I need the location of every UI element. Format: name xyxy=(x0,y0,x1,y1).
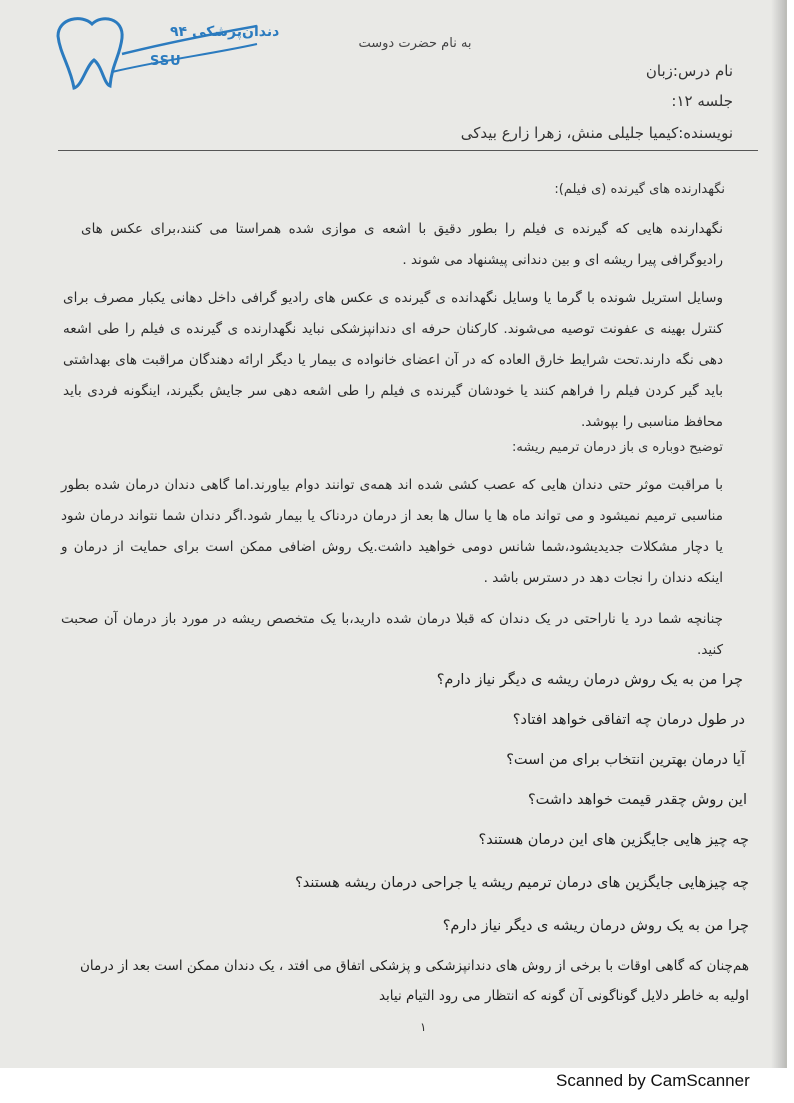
question-3: آیا درمان بهترین انتخاب برای من است؟ xyxy=(506,752,745,768)
holders-paragraph-1: نگهدارنده هایی که گیرنده ی فیلم را بطور دقیق با اشعه ی موازی شده همراستا می کنند،برای عکس های رادیوگرافی پیرا ریشه ای و بین دندانی پیشنهاد می شوند . xyxy=(81,221,723,268)
page-number: ۱ xyxy=(420,1020,427,1034)
session-number: جلسه ۱۲: xyxy=(671,92,733,110)
question-2: در طول درمان چه اتفاقی خواهد افتاد؟ xyxy=(512,712,745,728)
question-1: چرا من به یک روش درمان ریشه ی دیگر نیاز دارم؟ xyxy=(436,672,743,688)
question-4: این روش چقدر قیمت خواهد داشت؟ xyxy=(527,792,747,808)
section-heading-retreatment: توضیح دوباره ی باز درمان ترمیم ریشه: xyxy=(512,440,723,455)
question-5: چه چیز هایی جایگزین های این درمان هستند؟ xyxy=(478,832,749,848)
camscanner-watermark: Scanned by CamScanner xyxy=(556,1071,750,1090)
logo-abbr: SSU xyxy=(150,54,182,69)
page-heading: به نام حضرت دوست xyxy=(358,36,472,51)
retreatment-paragraph-1: با مراقبت موثر حتی دندان هایی که عصب کشی شده اند همه‌ی توانند دوام بیاورند.اما گاهی دندان درمان شده بطور مناسبی ترمیم نمیشود و می تواند ماه ها یا سال ها بعد از درمان دردناک یا بیمار شود.اگر دندان شما نتواند درمان شود یا دچار مشکلات جدیدیشود،شما شانس دومی خواهید داشت.یک روش اضافی ممکن است برای حمایت از درمان و اینکه دندان را نجات دهد در دسترس باشد . xyxy=(61,477,723,586)
logo xyxy=(52,14,280,94)
course-name: نام درس:زبان xyxy=(645,62,733,80)
closing-line-2: اولیه به خاطر دلایل گوناگونی آن گونه که انتظار می رود التیام نیابد xyxy=(378,988,749,1004)
closing-line-1: هم‌چنان که گاهی اوقات با برخی از روش های دندانپزشکی و پزشکی اتفاق می افتد ، یک دندان ممکن است بعد از درمان xyxy=(80,958,749,974)
section-heading-holders: نگهدارنده های گیرنده (ی فیلم): xyxy=(554,182,725,197)
authors: نویسنده:کیمیا جلیلی منش، زهرا زارع بیدکی xyxy=(460,124,733,142)
question-7: چرا من به یک روش درمان ریشه ی دیگر نیاز دارم؟ xyxy=(442,918,749,934)
logo-text: دندان‌پزشکی ۹۴ xyxy=(170,24,280,40)
question-6: چه چیزهایی جایگزین های درمان ترمیم ریشه یا جراحی درمان ریشه هستند؟ xyxy=(295,875,749,891)
divider xyxy=(58,150,758,151)
retreatment-paragraph-2: چنانچه شما درد یا ناراحتی در یک دندان که قبلا درمان شده دارید،با یک متخصص ریشه در مورد باز درمان آن صحبت کنید. xyxy=(61,611,723,658)
holders-paragraph-2: وسایل استریل شونده با گرما یا وسایل نگهدانده ی گیرنده ی عکس های رادیو گرافی داخل دهانی یکبار مصرف برای کنترل بهینه ی عفونت توصیه می‌شوند. کارکنان حرفه ای دندانپزشکی نباید نگهدارنده ی گیرنده ی فیلم را طی اشعه دهی نگه دارند.تحت شرایط خارق العاده که در آن اعضای خانواده ی بیمار یا دیگر ارائه دهندگان مراقبت های بهداشتی باید گیر کردن فیلم را فراهم کنند یا خودشان گیرنده ی فیلم را طی اشعه دهی سر جایش بگیرند، اینگونه فردی باید محافظ مناسبی را بپوشد. xyxy=(63,290,723,430)
